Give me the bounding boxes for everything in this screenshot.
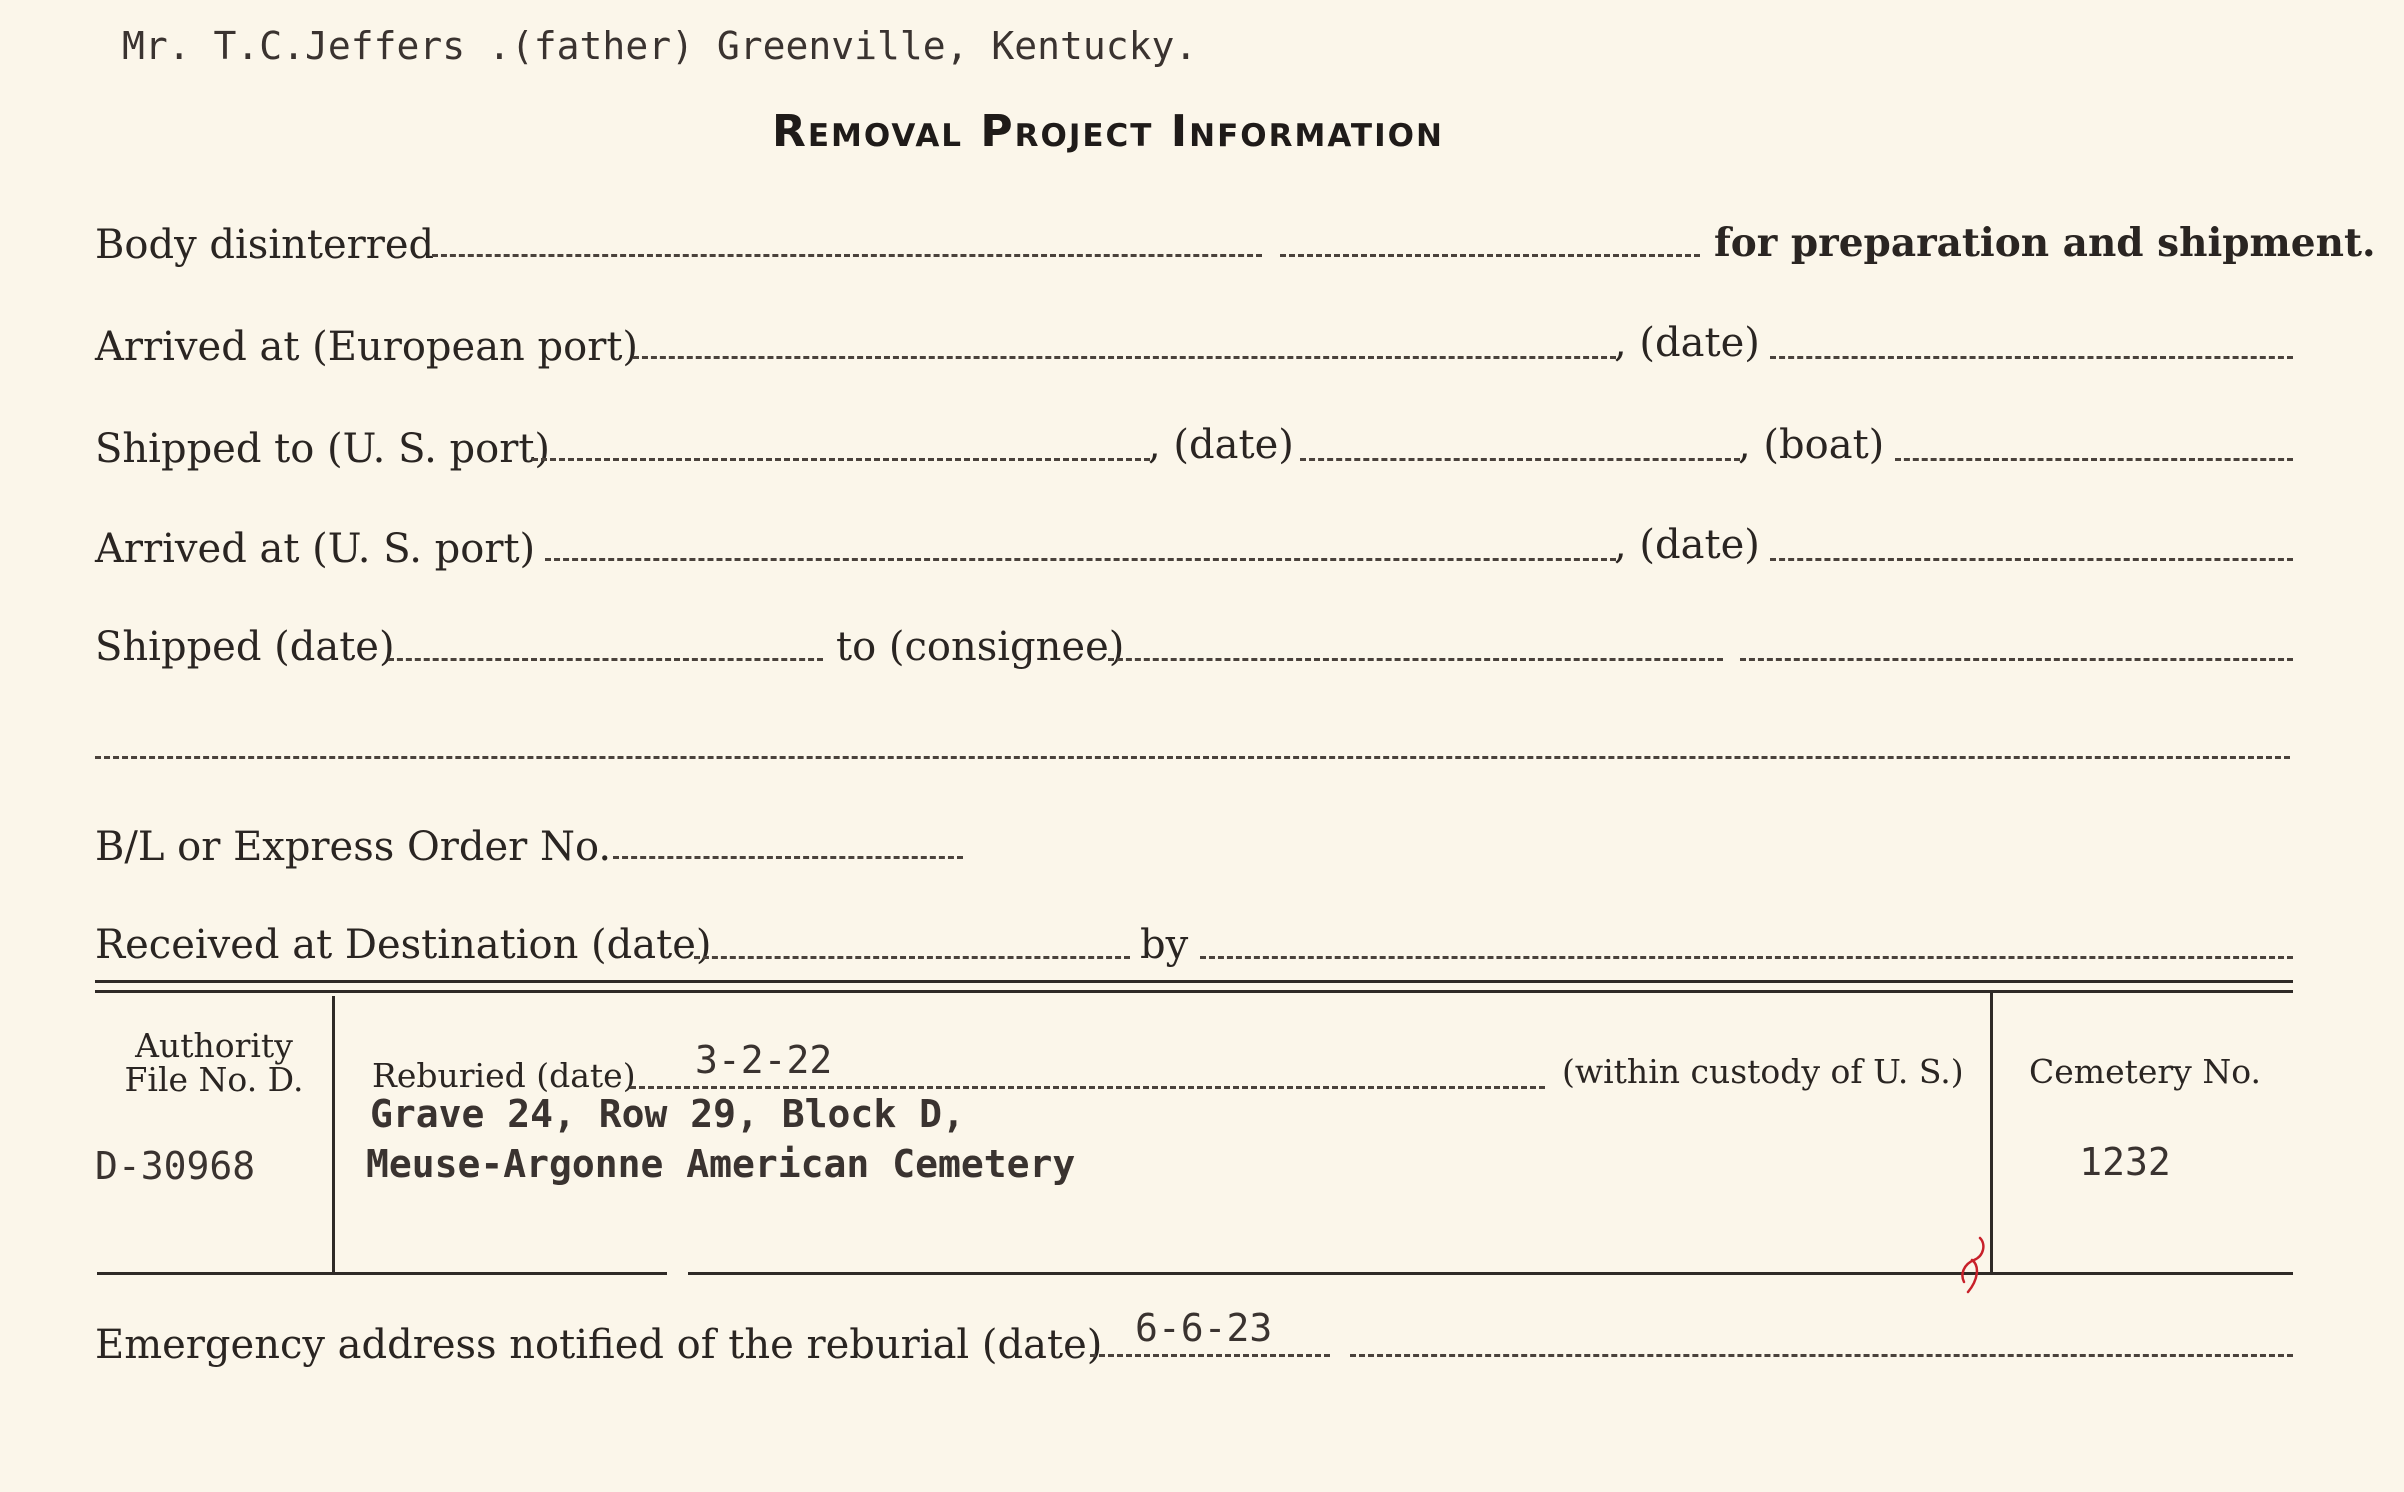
authority-file-number: D-30968 xyxy=(95,1144,256,1188)
shipped-to-us-date-label: , (date) xyxy=(1148,422,1294,468)
shipped-to-us-line xyxy=(532,458,1150,461)
boat-line xyxy=(1895,458,2293,461)
bl-express-line xyxy=(613,856,963,859)
by-label: by xyxy=(1140,922,1189,968)
reburied-label: Reburied (date) xyxy=(372,1056,636,1095)
consignee-continuation-line xyxy=(95,756,2290,759)
arrived-european-date-line xyxy=(1770,356,2293,359)
body-disinterred-line xyxy=(432,254,1262,257)
bl-express-label: B/L or Express Order No. xyxy=(95,824,612,870)
arrived-european-label: Arrived at (European port) xyxy=(95,324,639,370)
divider-left xyxy=(332,996,335,1272)
grave-location-line-1: Grave 24, Row 29, Block D, xyxy=(370,1092,965,1136)
red-pencil-check-mark xyxy=(1950,1230,1996,1300)
cemetery-number: 1232 xyxy=(2079,1140,2171,1184)
section-rule-bottom xyxy=(95,990,2293,993)
emergency-date: 6-6-23 xyxy=(1135,1306,1273,1350)
emergency-date-line xyxy=(1090,1354,1330,1357)
arrived-us-date-line xyxy=(1770,558,2293,561)
shipped-to-us-date-line xyxy=(1300,458,1740,461)
for-prep-label: for preparation and shipment. xyxy=(1714,220,2376,266)
arrived-us-label: Arrived at (U. S. port) xyxy=(95,526,536,572)
consignee-line-2 xyxy=(1740,658,2293,661)
received-destination-label: Received at Destination (date) xyxy=(95,922,712,968)
shipped-to-us-label: Shipped to (U. S. port) xyxy=(95,426,550,472)
consignee-line xyxy=(1108,658,1723,661)
shipped-date-line xyxy=(388,658,823,661)
emergency-date-line-2 xyxy=(1350,1354,2293,1357)
shipped-date-label: Shipped (date) xyxy=(95,624,395,670)
boat-label: , (boat) xyxy=(1738,422,1885,468)
body-disinterred-line-2 xyxy=(1280,254,1700,257)
by-line xyxy=(1200,956,2293,959)
grave-location-line-2: Meuse-Argonne American Cemetery xyxy=(366,1142,1076,1186)
custody-label: (within custody of U. S.) xyxy=(1562,1052,1964,1091)
cemetery-label: Cemetery No. xyxy=(2029,1052,2261,1091)
section-rule-top xyxy=(95,980,2293,983)
arrived-european-date-label: , (date) xyxy=(1614,320,1760,366)
arrived-us-date-label: , (date) xyxy=(1614,522,1760,568)
emergency-address-label: Emergency address notified of the reburial (date) xyxy=(95,1322,1103,1368)
authority-label-1: Authority xyxy=(135,1026,293,1065)
lower-rule-right xyxy=(688,1272,2293,1275)
consignee-label: to (consignee) xyxy=(836,624,1125,670)
typed-address: Mr. T.C.Jeffers .(father) Greenville, Kentucky. xyxy=(122,24,1198,68)
authority-label-2: File No. D. xyxy=(124,1060,304,1099)
arrived-european-line xyxy=(633,356,1616,359)
received-destination-line xyxy=(694,956,1130,959)
body-disinterred-label: Body disinterred xyxy=(95,222,435,268)
card-title: Removal Project Information xyxy=(772,106,1444,157)
reburied-date: 3-2-22 xyxy=(695,1038,833,1082)
lower-rule-left xyxy=(97,1272,667,1275)
reburied-line xyxy=(630,1086,1545,1089)
arrived-us-line xyxy=(545,558,1616,561)
